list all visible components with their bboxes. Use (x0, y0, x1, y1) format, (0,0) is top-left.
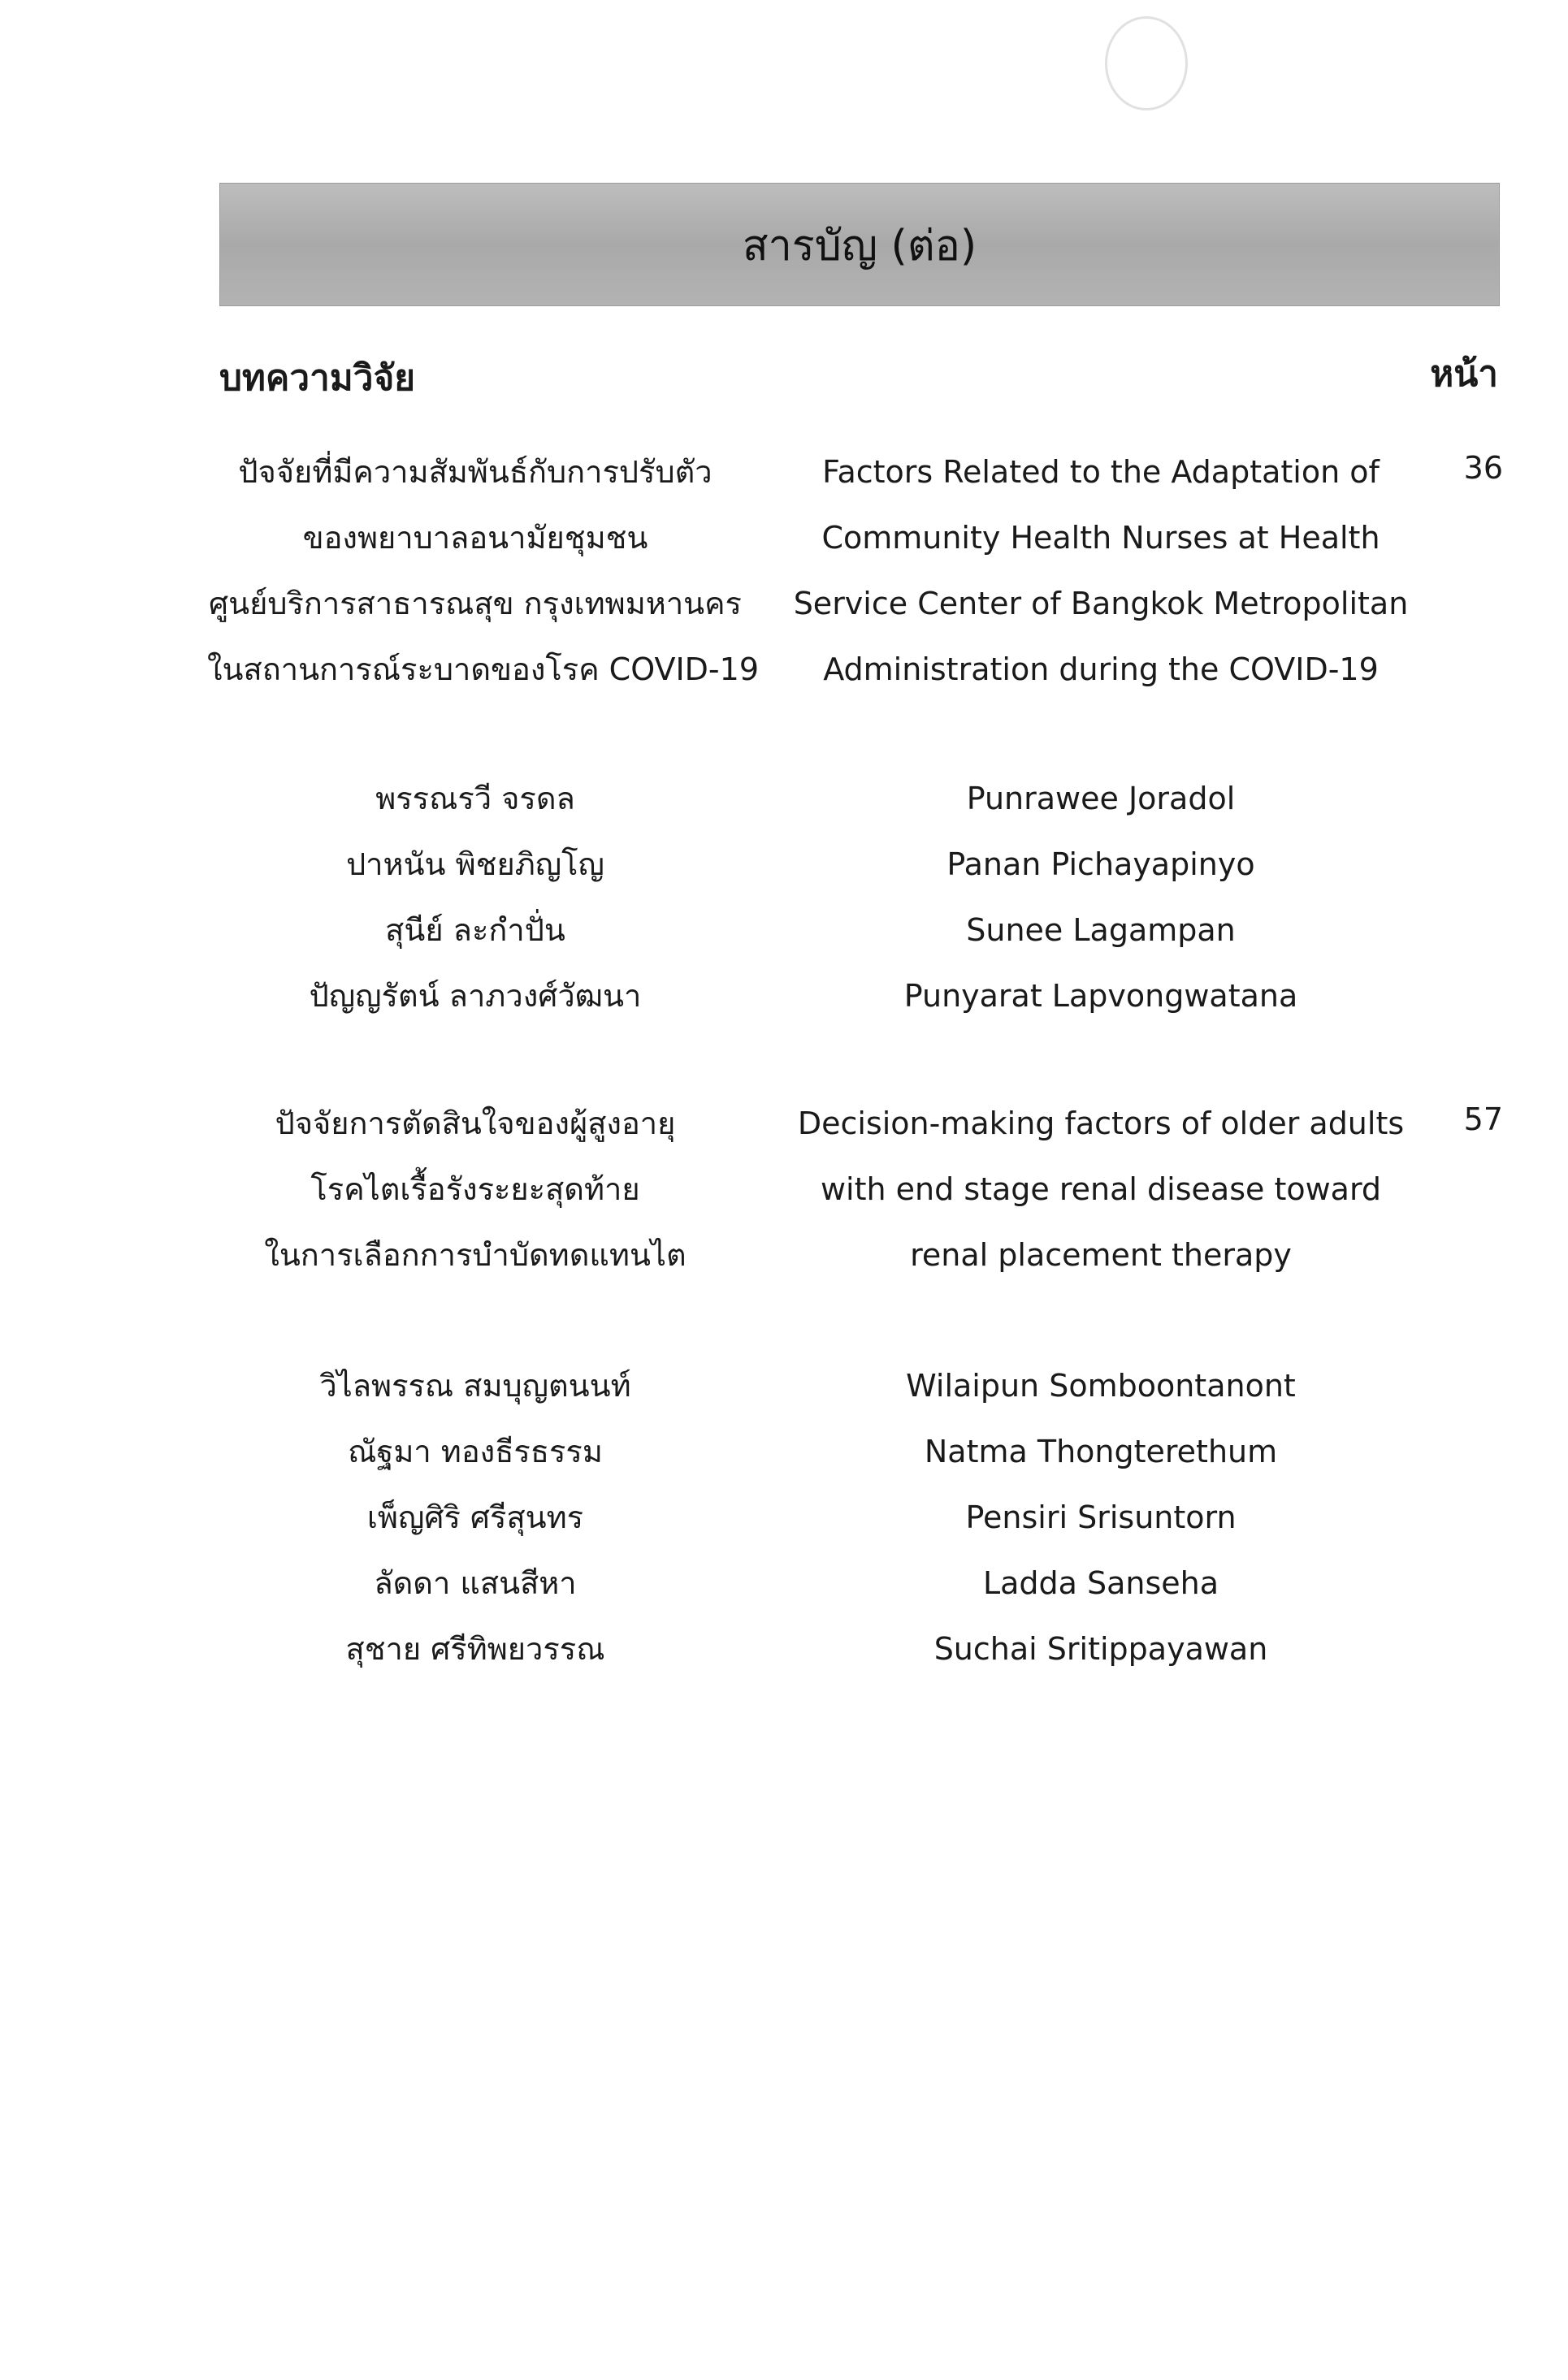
page-column-header: หน้า (1430, 353, 1498, 395)
title-en-line: Administration during the COVID-19 (823, 651, 1379, 687)
title-en-line: Service Center of Bangkok Metropolitan (793, 586, 1409, 621)
author-en: Pensiri Srisuntorn (965, 1499, 1237, 1535)
section-title: บทความวิจัย (219, 357, 416, 399)
title-th-line: ของพยาบาลอนามัยชุมชน (302, 520, 648, 556)
author-en: Ladda Sanseha (982, 1565, 1219, 1601)
author-en: Wilaipun Somboontanont (906, 1368, 1296, 1404)
title-en-line: Community Health Nurses at Health (821, 520, 1380, 556)
title-th-line: ในการเลือกการบำบัดทดแทนไต (264, 1237, 687, 1273)
author-th: สุชาย ศรีทิพยวรรณ (345, 1631, 605, 1667)
authors-th (207, 766, 743, 1029)
authors-en (776, 766, 1426, 1029)
author-th: ปาหนัน พิชยภิญโญ (346, 846, 604, 882)
title-th-line: ปัจจัยที่มีความสัมพันธ์กับการปรับตัว (238, 454, 713, 490)
author-th: วิไลพรรณ สมบุญตนนท์ (319, 1368, 631, 1404)
title-en-line: with end stage renal disease toward (820, 1171, 1382, 1207)
author-th: ลัดดา แสนสีหา (374, 1565, 577, 1601)
authors-en (776, 1353, 1426, 1682)
author-th: ปัญญรัตน์ ลาภวงศ์วัฒนา (309, 978, 642, 1014)
author-en: Punyarat Lapvongwatana (903, 978, 1298, 1014)
page-number: 36 (1463, 450, 1503, 486)
title-th-line: ในสถานการณ์ระบาดของโรค COVID-19 (207, 651, 759, 687)
authors-th (207, 1353, 743, 1682)
author-th: ณัฐมา ทองธีรธรรม (348, 1434, 603, 1469)
author-en: Panan Pichayapinyo (946, 846, 1255, 882)
article-title-en (776, 1091, 1426, 1288)
header-banner (219, 183, 1500, 306)
title-en-line: Factors Related to the Adaptation of (822, 454, 1380, 490)
article-title-th (207, 439, 759, 703)
author-en: Suchai Sritippayawan (933, 1631, 1268, 1667)
author-en: Punrawee Joradol (966, 781, 1236, 816)
title-th-line: โรคไตเรื้อรังระยะสุดท้าย (310, 1171, 640, 1207)
author-th: เพ็ญศิริ ศรีสุนทร (366, 1499, 584, 1535)
author-th: สุนีย์ ละกำปั่น (385, 912, 565, 948)
title-en-line: renal placement therapy (910, 1237, 1292, 1273)
page-number: 57 (1463, 1101, 1503, 1137)
page-title: สารบัญ (ต่อ) (742, 221, 977, 270)
title-en-line: Decision-making factors of older adults (797, 1106, 1405, 1141)
seal-icon (1105, 16, 1188, 110)
title-th-line: ปัจจัยการตัดสินใจของผู้สูงอายุ (275, 1106, 676, 1141)
author-th: พรรณรวี จรดล (375, 781, 575, 816)
faded-stamp (390, 16, 1211, 114)
author-en: Sunee Lagampan (966, 912, 1236, 948)
title-th-line: ศูนย์บริการสาธารณสุข กรุงเทพมหานคร (209, 586, 742, 621)
article-title-en (776, 439, 1426, 703)
author-en: Natma Thongterethum (924, 1434, 1278, 1469)
article-title-th (207, 1091, 743, 1288)
